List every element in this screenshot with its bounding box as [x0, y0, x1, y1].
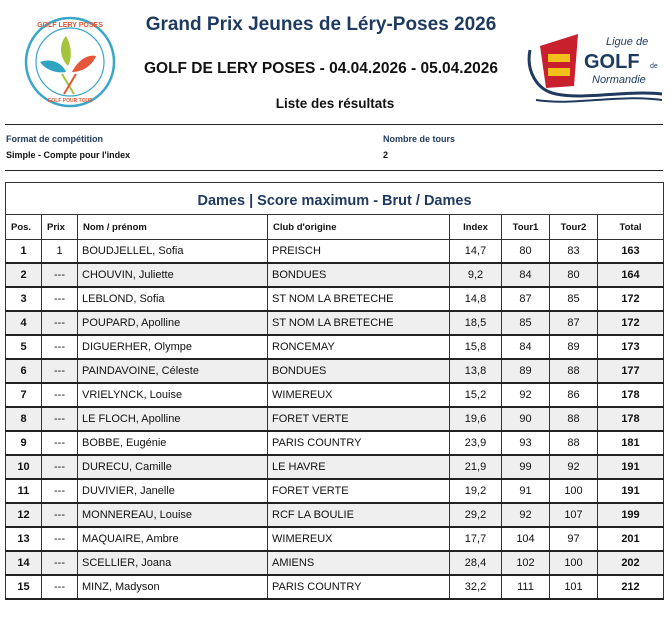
name-cell: BOBBE, Eugénie — [78, 431, 268, 455]
col-total: Total — [598, 215, 664, 240]
col-tour2: Tour2 — [550, 215, 598, 240]
prix-cell: --- — [42, 263, 78, 287]
index-cell: 32,2 — [450, 575, 502, 599]
total-cell: 181 — [598, 431, 664, 455]
prix-cell: --- — [42, 455, 78, 479]
prix-cell: --- — [42, 359, 78, 383]
name-cell: VRIELYNCK, Louise — [78, 383, 268, 407]
index-cell: 14,8 — [450, 287, 502, 311]
prix-cell: --- — [42, 383, 78, 407]
tour1-cell: 104 — [502, 527, 550, 551]
pos-cell: 8 — [6, 407, 42, 431]
total-cell: 164 — [598, 263, 664, 287]
club-cell: FORET VERTE — [268, 407, 450, 431]
tour1-cell: 93 — [502, 431, 550, 455]
tour2-cell: 92 — [550, 455, 598, 479]
prix-cell: --- — [42, 503, 78, 527]
pos-cell: 11 — [6, 479, 42, 503]
table-row — [6, 335, 664, 359]
format-value: Simple - Compte pour l'index — [6, 150, 131, 160]
club-cell: PARIS COUNTRY — [268, 431, 450, 455]
total-cell: 173 — [598, 335, 664, 359]
pos-cell: 10 — [6, 455, 42, 479]
club-cell: WIMEREUX — [268, 383, 450, 407]
club-cell: BONDUES — [268, 263, 450, 287]
divider — [5, 170, 663, 171]
club-cell: AMIENS — [268, 551, 450, 575]
pos-cell: 4 — [6, 311, 42, 335]
event-subtitle: GOLF DE LERY POSES - 04.04.2026 - 05.04.2026 — [143, 60, 499, 77]
name-cell: BOUDJELLEL, Sofia — [78, 240, 268, 264]
name-cell: SCELLIER, Joana — [78, 551, 268, 575]
name-cell: DURECU, Camille — [78, 455, 268, 479]
index-cell: 15,2 — [450, 383, 502, 407]
total-cell: 177 — [598, 359, 664, 383]
tour2-cell: 88 — [550, 431, 598, 455]
tour1-cell: 80 — [502, 240, 550, 264]
tour2-cell: 89 — [550, 335, 598, 359]
index-cell: 17,7 — [450, 527, 502, 551]
name-cell: CHOUVIN, Juliette — [78, 263, 268, 287]
list-title: Liste des résultats — [275, 96, 395, 111]
index-cell: 28,4 — [450, 551, 502, 575]
tour2-cell: 85 — [550, 287, 598, 311]
club-cell: RONCEMAY — [268, 335, 450, 359]
logo-left-bottom-text: GOLF POUR TOUS — [47, 98, 93, 104]
tour2-cell: 88 — [550, 359, 598, 383]
total-cell: 178 — [598, 407, 664, 431]
prix-cell: --- — [42, 575, 78, 599]
total-cell: 191 — [598, 479, 664, 503]
table-row — [6, 383, 664, 407]
tour2-cell: 83 — [550, 240, 598, 264]
prix-cell: --- — [42, 479, 78, 503]
tour2-cell: 100 — [550, 551, 598, 575]
club-cell: ST NOM LA BRETECHE — [268, 287, 450, 311]
club-cell: RCF LA BOULIE — [268, 503, 450, 527]
golf-lery-poses-logo — [24, 16, 116, 108]
index-cell: 29,2 — [450, 503, 502, 527]
tour1-cell: 87 — [502, 287, 550, 311]
logo-right-normandie-text: Normandie — [592, 74, 646, 86]
index-cell: 18,5 — [450, 311, 502, 335]
logo-right-de-text: de — [650, 63, 658, 70]
tour1-cell: 84 — [502, 335, 550, 359]
tour1-cell: 102 — [502, 551, 550, 575]
logo-right-ligue-text: Ligue de — [606, 36, 649, 48]
tour1-cell: 92 — [502, 383, 550, 407]
table-row — [6, 287, 664, 311]
tour1-cell: 85 — [502, 311, 550, 335]
tour2-cell: 86 — [550, 383, 598, 407]
pos-cell: 1 — [6, 240, 42, 264]
name-cell: POUPARD, Apolline — [78, 311, 268, 335]
club-cell: LE HAVRE — [268, 455, 450, 479]
pos-cell: 9 — [6, 431, 42, 455]
table-row — [6, 479, 664, 503]
club-cell: ST NOM LA BRETECHE — [268, 311, 450, 335]
prix-cell: --- — [42, 527, 78, 551]
table-row — [6, 431, 664, 455]
name-cell: DUVIVIER, Janelle — [78, 479, 268, 503]
pos-cell: 14 — [6, 551, 42, 575]
total-cell: 163 — [598, 240, 664, 264]
total-cell: 201 — [598, 527, 664, 551]
total-cell: 172 — [598, 287, 664, 311]
table-row — [6, 263, 664, 287]
col-prix: Prix — [42, 215, 78, 240]
prix-cell: --- — [42, 551, 78, 575]
name-cell: MINZ, Madyson — [78, 575, 268, 599]
divider — [5, 124, 663, 125]
pos-cell: 6 — [6, 359, 42, 383]
pos-cell: 13 — [6, 527, 42, 551]
table-row — [6, 503, 664, 527]
club-cell: PARIS COUNTRY — [268, 575, 450, 599]
tour2-cell: 101 — [550, 575, 598, 599]
col-pos: Pos. — [6, 215, 42, 240]
table-header-row — [6, 215, 664, 240]
table-row — [6, 359, 664, 383]
name-cell: LEBLOND, Sofia — [78, 287, 268, 311]
pos-cell: 3 — [6, 287, 42, 311]
logo-right-golf-text: GOLF — [584, 51, 640, 73]
club-cell: FORET VERTE — [268, 479, 450, 503]
tour1-cell: 91 — [502, 479, 550, 503]
tour1-cell: 92 — [502, 503, 550, 527]
results-table — [5, 182, 664, 600]
pos-cell: 15 — [6, 575, 42, 599]
index-cell: 14,7 — [450, 240, 502, 264]
total-cell: 178 — [598, 383, 664, 407]
pos-cell: 5 — [6, 335, 42, 359]
tour1-cell: 111 — [502, 575, 550, 599]
tour2-cell: 87 — [550, 311, 598, 335]
name-cell: MAQUAIRE, Ambre — [78, 527, 268, 551]
club-cell: PREISCH — [268, 240, 450, 264]
index-cell: 15,8 — [450, 335, 502, 359]
ligue-golf-normandie-logo — [526, 30, 666, 106]
index-cell: 19,2 — [450, 479, 502, 503]
total-cell: 202 — [598, 551, 664, 575]
tour1-cell: 89 — [502, 359, 550, 383]
index-cell: 9,2 — [450, 263, 502, 287]
name-cell: LE FLOCH, Apolline — [78, 407, 268, 431]
index-cell: 19,6 — [450, 407, 502, 431]
total-cell: 172 — [598, 311, 664, 335]
tour2-cell: 80 — [550, 263, 598, 287]
index-cell: 21,9 — [450, 455, 502, 479]
table-row — [6, 527, 664, 551]
format-label: Format de compétition — [6, 134, 104, 144]
tour1-cell: 90 — [502, 407, 550, 431]
total-cell: 191 — [598, 455, 664, 479]
tour2-cell: 88 — [550, 407, 598, 431]
table-row — [6, 575, 664, 599]
name-cell: DIGUERHER, Olympe — [78, 335, 268, 359]
name-cell: MONNEREAU, Louise — [78, 503, 268, 527]
logo-left-top-text: GOLF LERY POSES — [37, 22, 103, 29]
table-row — [6, 407, 664, 431]
prix-cell: --- — [42, 335, 78, 359]
club-cell: BONDUES — [268, 359, 450, 383]
prix-cell: --- — [42, 287, 78, 311]
col-tour1: Tour1 — [502, 215, 550, 240]
rounds-value: 2 — [383, 150, 389, 160]
table-row — [6, 311, 664, 335]
table-row — [6, 240, 664, 264]
table-row — [6, 551, 664, 575]
total-cell: 199 — [598, 503, 664, 527]
rounds-label: Nombre de tours — [383, 134, 456, 144]
table-row — [6, 455, 664, 479]
index-cell: 23,9 — [450, 431, 502, 455]
prix-cell: --- — [42, 407, 78, 431]
table-caption: Dames | Score maximum - Brut / Dames — [5, 182, 664, 214]
name-cell: PAINDAVOINE, Céleste — [78, 359, 268, 383]
col-club: Club d'origine — [268, 215, 450, 240]
pos-cell: 12 — [6, 503, 42, 527]
tour2-cell: 107 — [550, 503, 598, 527]
tour1-cell: 84 — [502, 263, 550, 287]
index-cell: 13,8 — [450, 359, 502, 383]
pos-cell: 7 — [6, 383, 42, 407]
page-title: Grand Prix Jeunes de Léry-Poses 2026 — [145, 14, 497, 35]
total-cell: 212 — [598, 575, 664, 599]
prix-cell: 1 — [42, 240, 78, 264]
pos-cell: 2 — [6, 263, 42, 287]
prix-cell: --- — [42, 431, 78, 455]
tour2-cell: 100 — [550, 479, 598, 503]
tour1-cell: 99 — [502, 455, 550, 479]
col-name: Nom / prénom — [78, 215, 268, 240]
club-cell: WIMEREUX — [268, 527, 450, 551]
tour2-cell: 97 — [550, 527, 598, 551]
prix-cell: --- — [42, 311, 78, 335]
col-index: Index — [450, 215, 502, 240]
